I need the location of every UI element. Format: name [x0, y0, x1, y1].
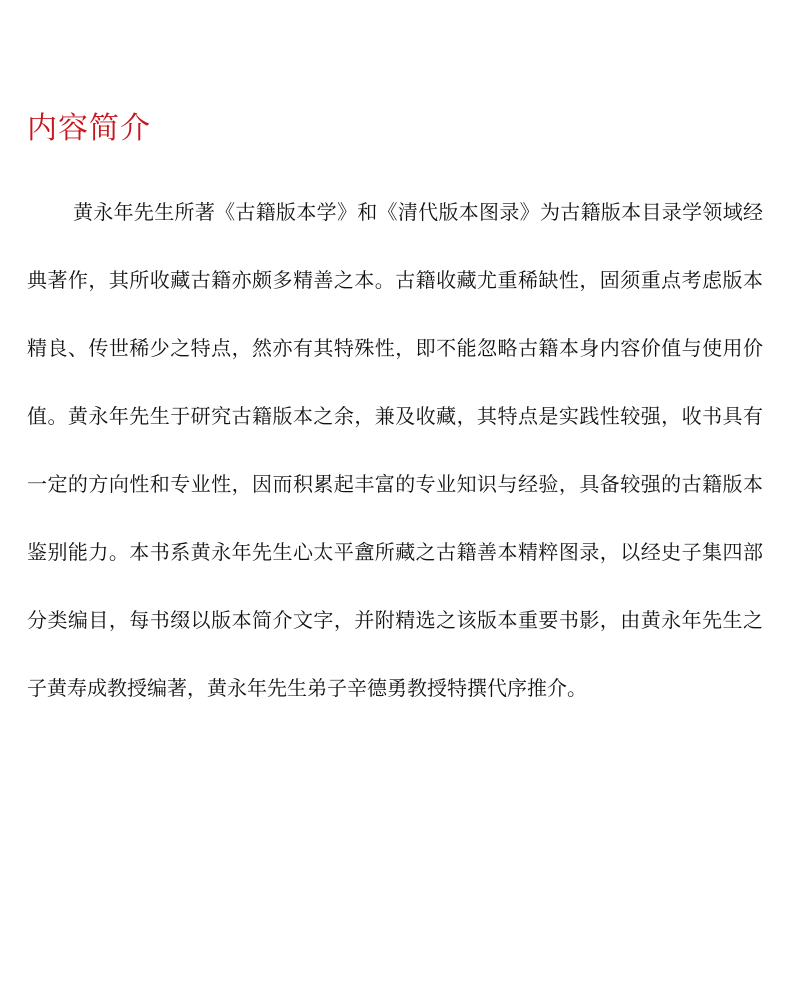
section-title: 内容简介 — [27, 111, 151, 146]
intro-paragraph: 黄永年先生所著《古籍版本学》和《清代版本图录》为古籍版本目录学领域经典著作，其所收藏古籍亦颇多精善之本。古籍收藏尤重稀缺性，固须重点考虑版本精良、传世稀少之特点，然亦有其特殊性，即不能忽略古籍本身内容价值与使用价值。黄永年先生于研究古籍版本之余，兼及收藏，其特点是实践性较强，收书具有一定的方向性和专业性，因而积累起丰富的专业知识与经验，具备较强的古籍版本鉴别能力。本书系黄永年先生心太平盦所藏之古籍善本精粹图录，以经史子集四部分类编目，每书缀以版本简介文字，并附精选之该版本重要书影，由黄永年先生之子黄寿成教授编著，黄永年先生弟子辛德勇教授特撰代序推介。 — [27, 200, 763, 700]
